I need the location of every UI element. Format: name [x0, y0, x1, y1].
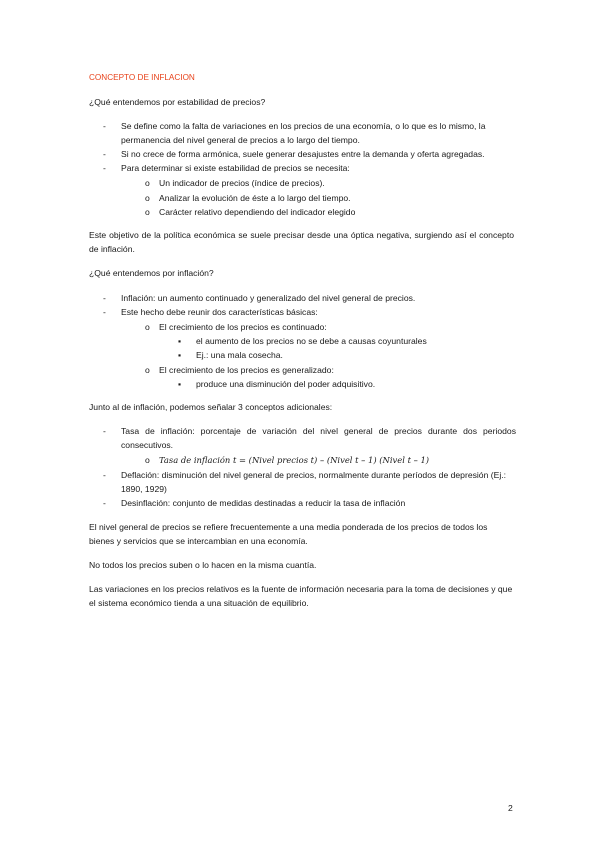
bullet-dash: - [103, 293, 106, 303]
list-item: Para determinar si existe estabilidad de precios se necesita: [121, 163, 350, 173]
bullet-dash: - [103, 149, 106, 159]
list-item: Ej.: una mala cosecha. [196, 350, 283, 360]
bullet-square: ▪ [178, 336, 182, 346]
bullet-dash: - [103, 426, 106, 436]
bullet-circle: o [145, 193, 150, 203]
paragraph: No todos los precios suben o lo hacen en la misma cuantía. [89, 560, 317, 570]
inflation-formula: Tasa de inflación t = (Nivel precios t) – (Nivel t – 1) (Nivel t – 1) [159, 455, 430, 465]
list-item: Inflación: un aumento continuado y generalizado del nivel general de precios. [121, 293, 416, 303]
list-item: Si no crece de forma armónica, suele generar desajustes entre la demanda y oferta agregadas. [121, 149, 485, 159]
question-heading: ¿Qué entendemos por inflación? [89, 268, 214, 278]
list-item: El crecimiento de los precios es continuado: [159, 322, 327, 332]
paragraph: El nivel general de precios se refiere frecuentemente a una media ponderada de los precios de todos los bienes y servicios que se intercambian en una economía. [89, 522, 488, 546]
bullet-dash: - [103, 470, 106, 480]
list-item: Se define como la falta de variaciones en los precios de una economía, o lo que es lo mismo, la permanencia del nivel general de precios a lo largo del tiempo. [121, 121, 486, 145]
bullet-circle: o [145, 178, 150, 188]
list-item: Deflación: disminución del nivel general de precios, normalmente durante períodos de depresión (Ej.: 1890, 1929) [121, 470, 507, 494]
bullet-circle: o [145, 207, 150, 217]
bullet-dash: - [103, 498, 106, 508]
bullet-square: ▪ [178, 379, 182, 389]
list-item: el aumento de los precios no se debe a causas coyunturales [196, 336, 427, 346]
bullet-dash: - [103, 121, 106, 131]
page-number: 2 [508, 803, 513, 813]
paragraph: Este objetivo de la política económica se suele precisar desde una óptica negativa, surgiendo así el concepto de inflación. [89, 230, 514, 254]
list-item: El crecimiento de los precios es generalizado: [159, 365, 334, 375]
list-item: Analizar la evolución de éste a lo largo del tiempo. [159, 193, 351, 203]
list-item: Carácter relativo dependiendo del indicador elegido [159, 207, 356, 217]
paragraph: Las variaciones en los precios relativos es la fuente de información necesaria para la toma de decisiones y que el sistema económico tienda a una situación de equilibrio. [89, 584, 513, 608]
list-item: Este hecho debe reunir dos características básicas: [121, 307, 318, 317]
bullet-circle: o [145, 322, 150, 332]
paragraph: Junto al de inflación, podemos señalar 3 conceptos adicionales: [89, 402, 333, 412]
bullet-square: ▪ [178, 350, 182, 360]
question-heading: ¿Qué entendemos por estabilidad de precios? [89, 97, 266, 107]
bullet-circle: o [145, 455, 150, 465]
list-item: Desinflación: conjunto de medidas destinadas a reducir la tasa de inflación [121, 498, 406, 508]
bullet-dash: - [103, 307, 106, 317]
list-item: Un indicador de precios (índice de precios). [159, 178, 325, 188]
bullet-circle: o [145, 365, 150, 375]
bullet-dash: - [103, 163, 106, 173]
section-title: CONCEPTO DE INFLACION [89, 73, 195, 82]
list-item: Tasa de inflación: porcentaje de variación del nivel general de precios durante dos periodos consecutivos. [121, 426, 516, 450]
list-item: produce una disminución del poder adquisitivo. [196, 379, 376, 389]
